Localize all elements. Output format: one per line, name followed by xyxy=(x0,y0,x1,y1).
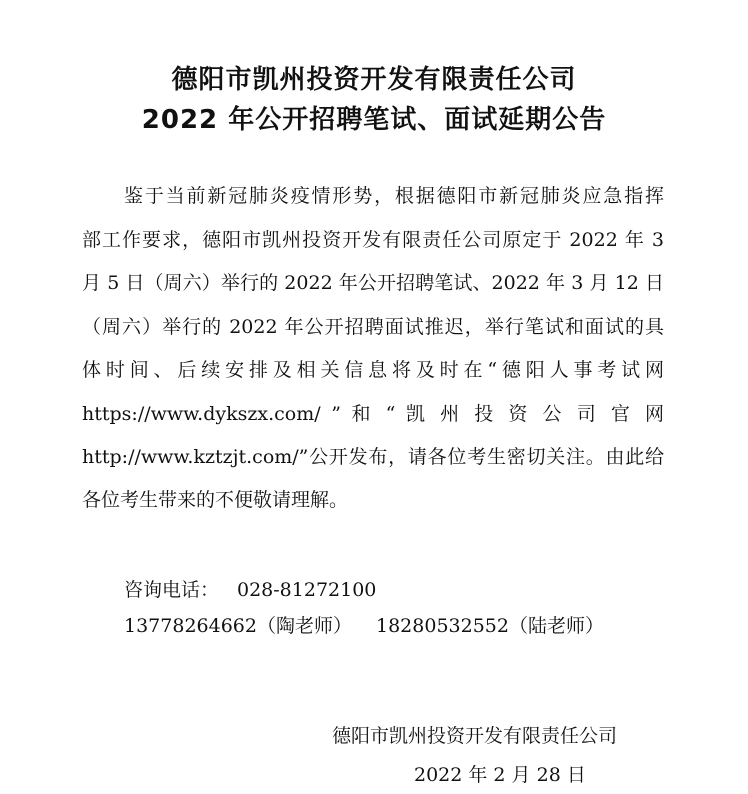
contact-phone-main: 028-81272100 xyxy=(237,579,377,601)
body-line-2: 部工作要求，德阳市凯州投资开发有限责任公司原定于 2022 年 3 xyxy=(82,229,664,251)
body-line-4: （周六）举行的 2022 年公开招聘面试推迟，举行笔试和面试的具 xyxy=(82,316,664,338)
contact-phone-1: 13778264662（陶老师） xyxy=(124,615,352,637)
body-line-3: 月 5 日（周六）举行的 2022 年公开招聘笔试、2022 年 3 月 12 日 xyxy=(82,272,664,294)
body-line-5: 体时间、后续安排及相关信息将及时在“德阳人事考试网 xyxy=(82,359,664,381)
contact-label: 咨询电话： xyxy=(124,579,220,601)
document-title-line-1: 德阳市凯州投资开发有限责任公司 xyxy=(171,65,577,95)
body-line-7: http://www.kztzjt.com/”公开发布，请各位考生密切关注。由此给 xyxy=(82,446,664,468)
contact-phone-2: 18280532552（陆老师） xyxy=(376,615,604,637)
signoff-date: 2022 年 2 月 28 日 xyxy=(414,764,586,786)
signoff-company: 德阳市凯州投资开发有限责任公司 xyxy=(332,725,618,747)
body-line-6: https://www.dykszx.com/ ” 和 “ 凯 州 投 资 公 司 官 网 xyxy=(82,403,664,425)
body-line-1: 鉴于当前新冠肺炎疫情形势，根据德阳市新冠肺炎应急指挥 xyxy=(124,185,664,207)
document-title-line-2: 2022 年公开招聘笔试、面试延期公告 xyxy=(141,105,607,135)
body-line-8: 各位考生带来的不便敬请理解。 xyxy=(82,489,349,511)
